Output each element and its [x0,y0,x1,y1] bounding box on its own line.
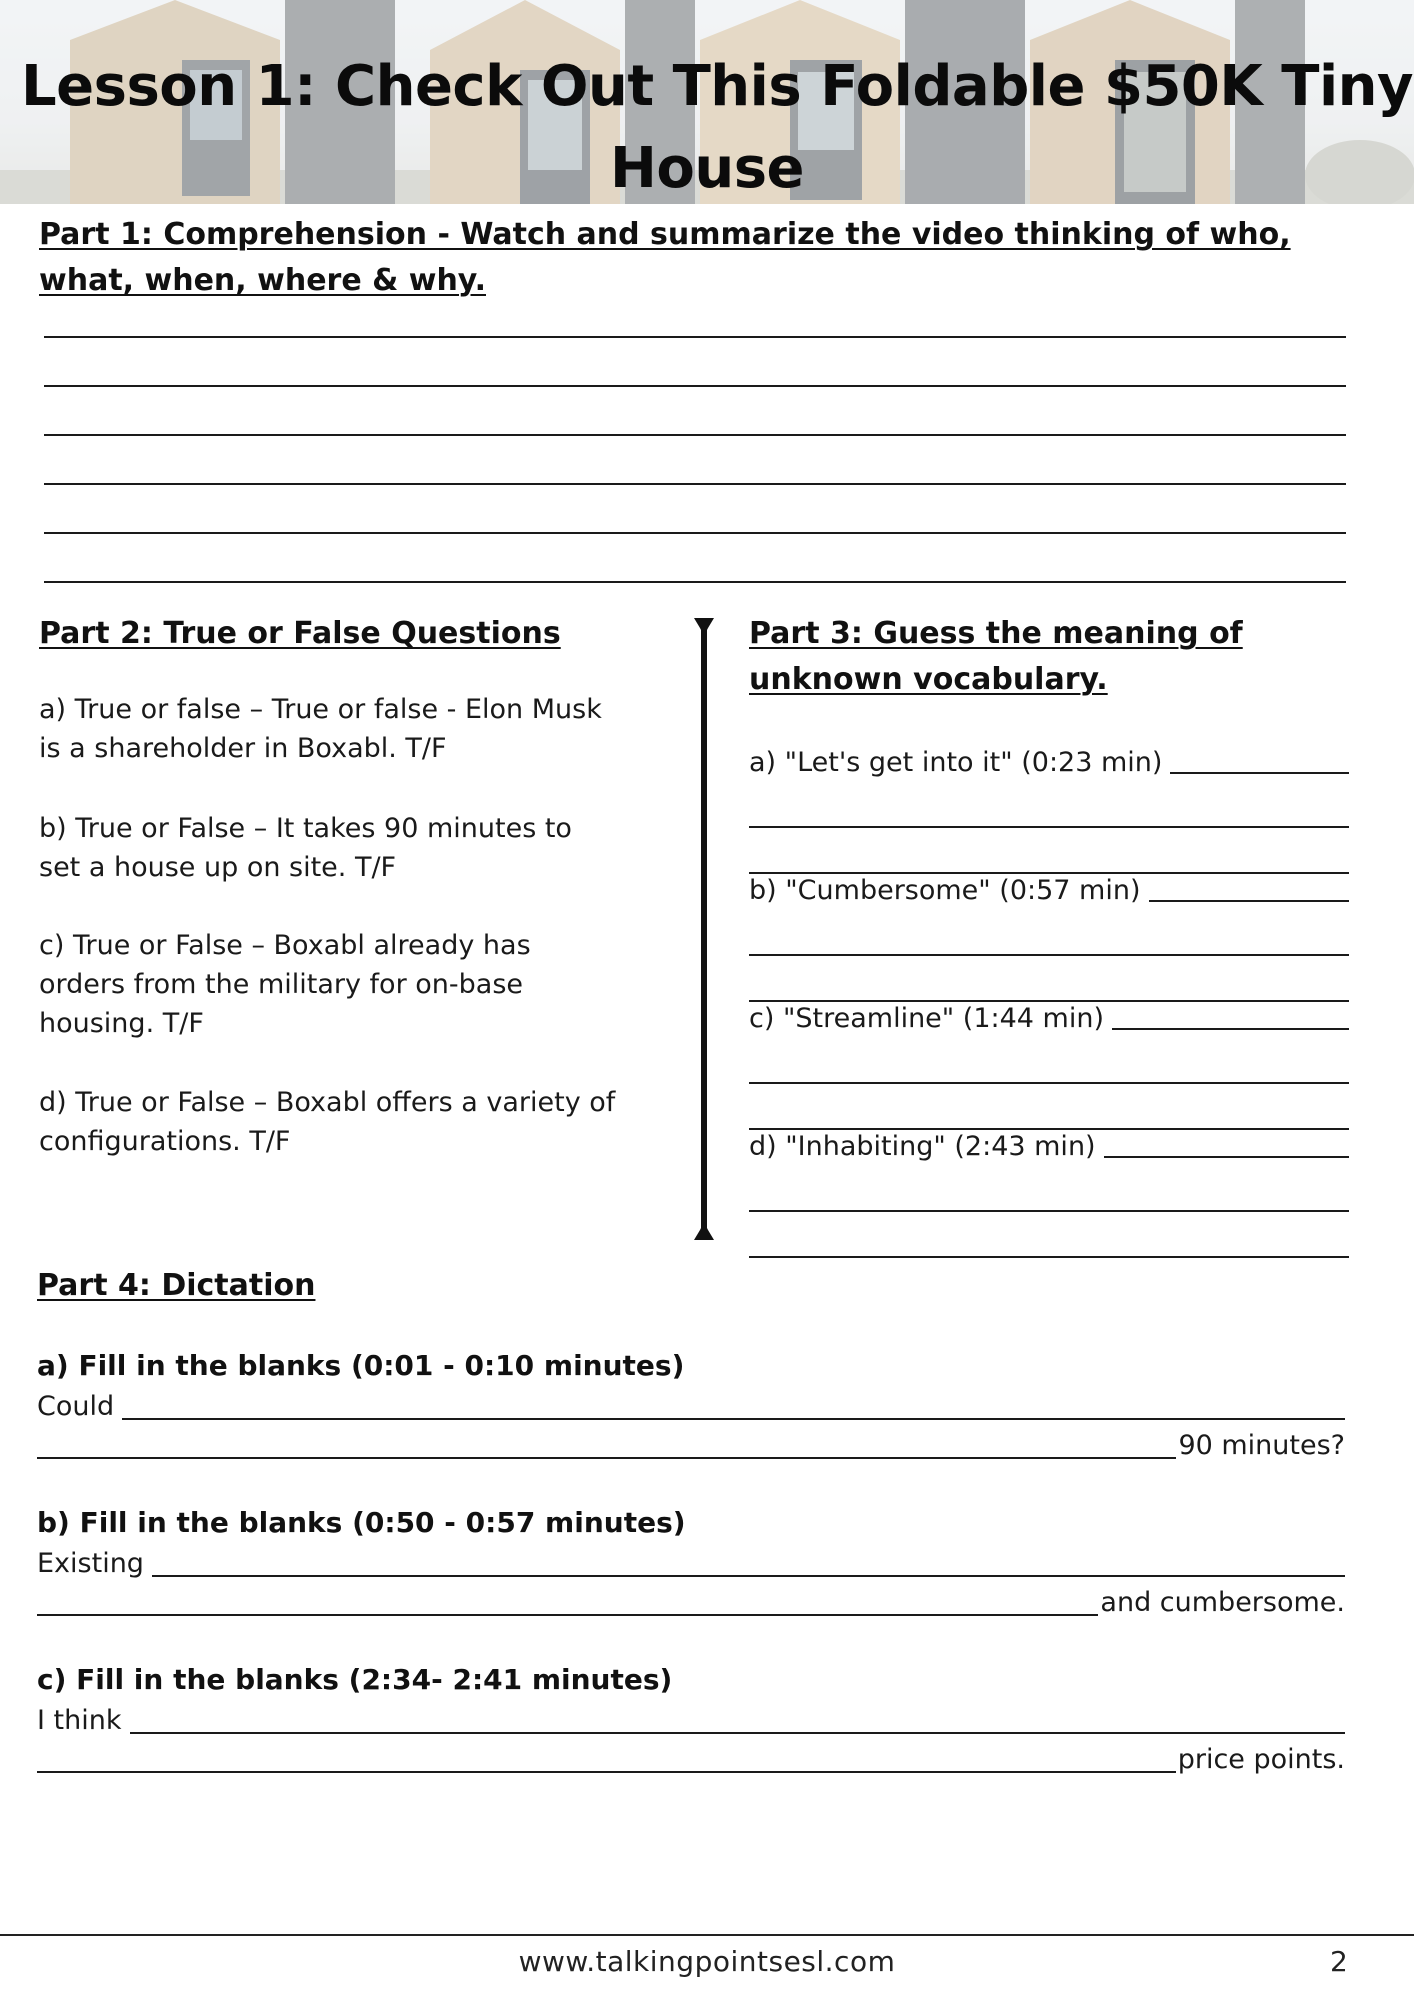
vocab-item-c [749,998,1349,1130]
page-title [0,46,1414,204]
vocab-item-a-blank[interactable] [1170,772,1349,774]
vocab-item-a-row [749,742,1349,782]
tf-question-c-line3: housing. T/F [39,1008,204,1039]
vocab-item-d-line[interactable] [749,1256,1349,1258]
vocab-item-d-row [749,1126,1349,1166]
dictation-b-end: and cumbersome. [1100,1587,1345,1618]
vocab-item-b-row [749,870,1349,910]
part3-heading-line1: Part 3: Guess the meaning of [749,616,1243,651]
tf-question-c [39,926,531,1043]
dictation-a-end: 90 minutes? [1178,1430,1345,1461]
part1-answer-lines[interactable] [44,336,1346,630]
vocab-item-c-line[interactable] [749,1082,1349,1084]
tf-question-d [39,1083,615,1161]
tf-question-b-line2: set a house up on site. T/F [39,852,397,883]
tf-question-a-line1: a) True or false – True or false - Elon Musk [39,694,602,725]
vocab-item-d [749,1126,1349,1258]
dictation-c-blank1[interactable] [130,1732,1346,1734]
vocab-item-d-line[interactable] [749,1210,1349,1212]
dictation-c-start: I think [37,1705,122,1736]
dictation-c-blank2[interactable] [37,1771,1176,1773]
dictation-a-blank1[interactable] [122,1418,1345,1420]
dictation-b-line1 [37,1543,1345,1583]
footer-divider [0,1934,1414,1936]
part3-heading-line2: unknown vocabulary. [749,662,1108,697]
header-banner [0,0,1414,204]
vocab-item-a-label: a) "Let's get into it" (0:23 min) [749,747,1163,778]
tf-question-c-line2: orders from the military for on-base [39,969,523,1000]
answer-line[interactable] [44,532,1346,534]
dictation-c-line2 [37,1739,1345,1779]
dictation-a-subheading: a) Fill in the blanks (0:01 - 0:10 minutes) [37,1349,685,1382]
vocab-item-d-blank[interactable] [1104,1156,1349,1158]
tf-question-a-line2: is a shareholder in Boxabl. T/F [39,733,447,764]
answer-line[interactable] [44,483,1346,485]
vocab-item-b-blank[interactable] [1149,900,1350,902]
answer-line[interactable] [44,385,1346,387]
part1-heading-line1: Part 1: Comprehension - Watch and summarize the video thinking of who, [39,217,1291,252]
tf-question-d-line2: configurations. T/F [39,1126,291,1157]
dictation-a-line2 [37,1425,1345,1465]
footer-website[interactable]: www.talkingpointsesl.com [518,1945,896,1978]
tf-question-a [39,690,602,768]
part4-heading: Part 4: Dictation [37,1268,316,1303]
answer-line[interactable] [44,581,1346,583]
dictation-c-line1 [37,1700,1345,1740]
vocab-item-c-blank[interactable] [1112,1028,1349,1030]
dictation-c-end: price points. [1177,1744,1345,1775]
vocab-item-a [749,742,1349,874]
dictation-a-line1 [37,1386,1345,1426]
answer-line[interactable] [44,434,1346,436]
divider-bottom-cap-icon [692,1222,716,1240]
tf-question-c-line1: c) True or False – Boxabl already has [39,930,531,961]
vocab-item-c-label: c) "Streamline" (1:44 min) [749,1003,1104,1034]
column-divider [701,620,707,1234]
tf-question-b-line1: b) True or False – It takes 90 minutes to [39,813,572,844]
dictation-b-start: Existing [37,1548,144,1579]
page-title-line2: House [609,136,805,201]
answer-line[interactable] [44,336,1346,338]
dictation-b-line2 [37,1582,1345,1622]
page-title-line1: Lesson 1: Check Out This Foldable $50K Tiny [20,54,1414,119]
dictation-b-blank1[interactable] [152,1575,1345,1577]
part1-heading-line2: what, when, where & why. [39,263,486,298]
tf-question-d-line1: d) True or False – Boxabl offers a variety of [39,1087,616,1118]
tf-question-b [39,809,572,887]
dictation-a-start: Could [37,1391,115,1422]
vocab-item-b-label: b) "Cumbersome" (0:57 min) [749,875,1141,906]
vocab-item-b-line[interactable] [749,954,1349,956]
dictation-c-subheading: c) Fill in the blanks (2:34- 2:41 minutes) [37,1663,673,1696]
dictation-b-subheading: b) Fill in the blanks (0:50 - 0:57 minutes) [37,1506,686,1539]
vocab-item-b [749,870,1349,1002]
vocab-item-c-row [749,998,1349,1038]
vocab-item-d-label: d) "Inhabiting" (2:43 min) [749,1131,1096,1162]
dictation-a-blank2[interactable] [37,1457,1176,1459]
dictation-b-blank2[interactable] [37,1614,1098,1616]
vocab-item-a-line[interactable] [749,826,1349,828]
page-number: 2 [1330,1945,1348,1978]
part2-heading: Part 2: True or False Questions [39,616,561,651]
